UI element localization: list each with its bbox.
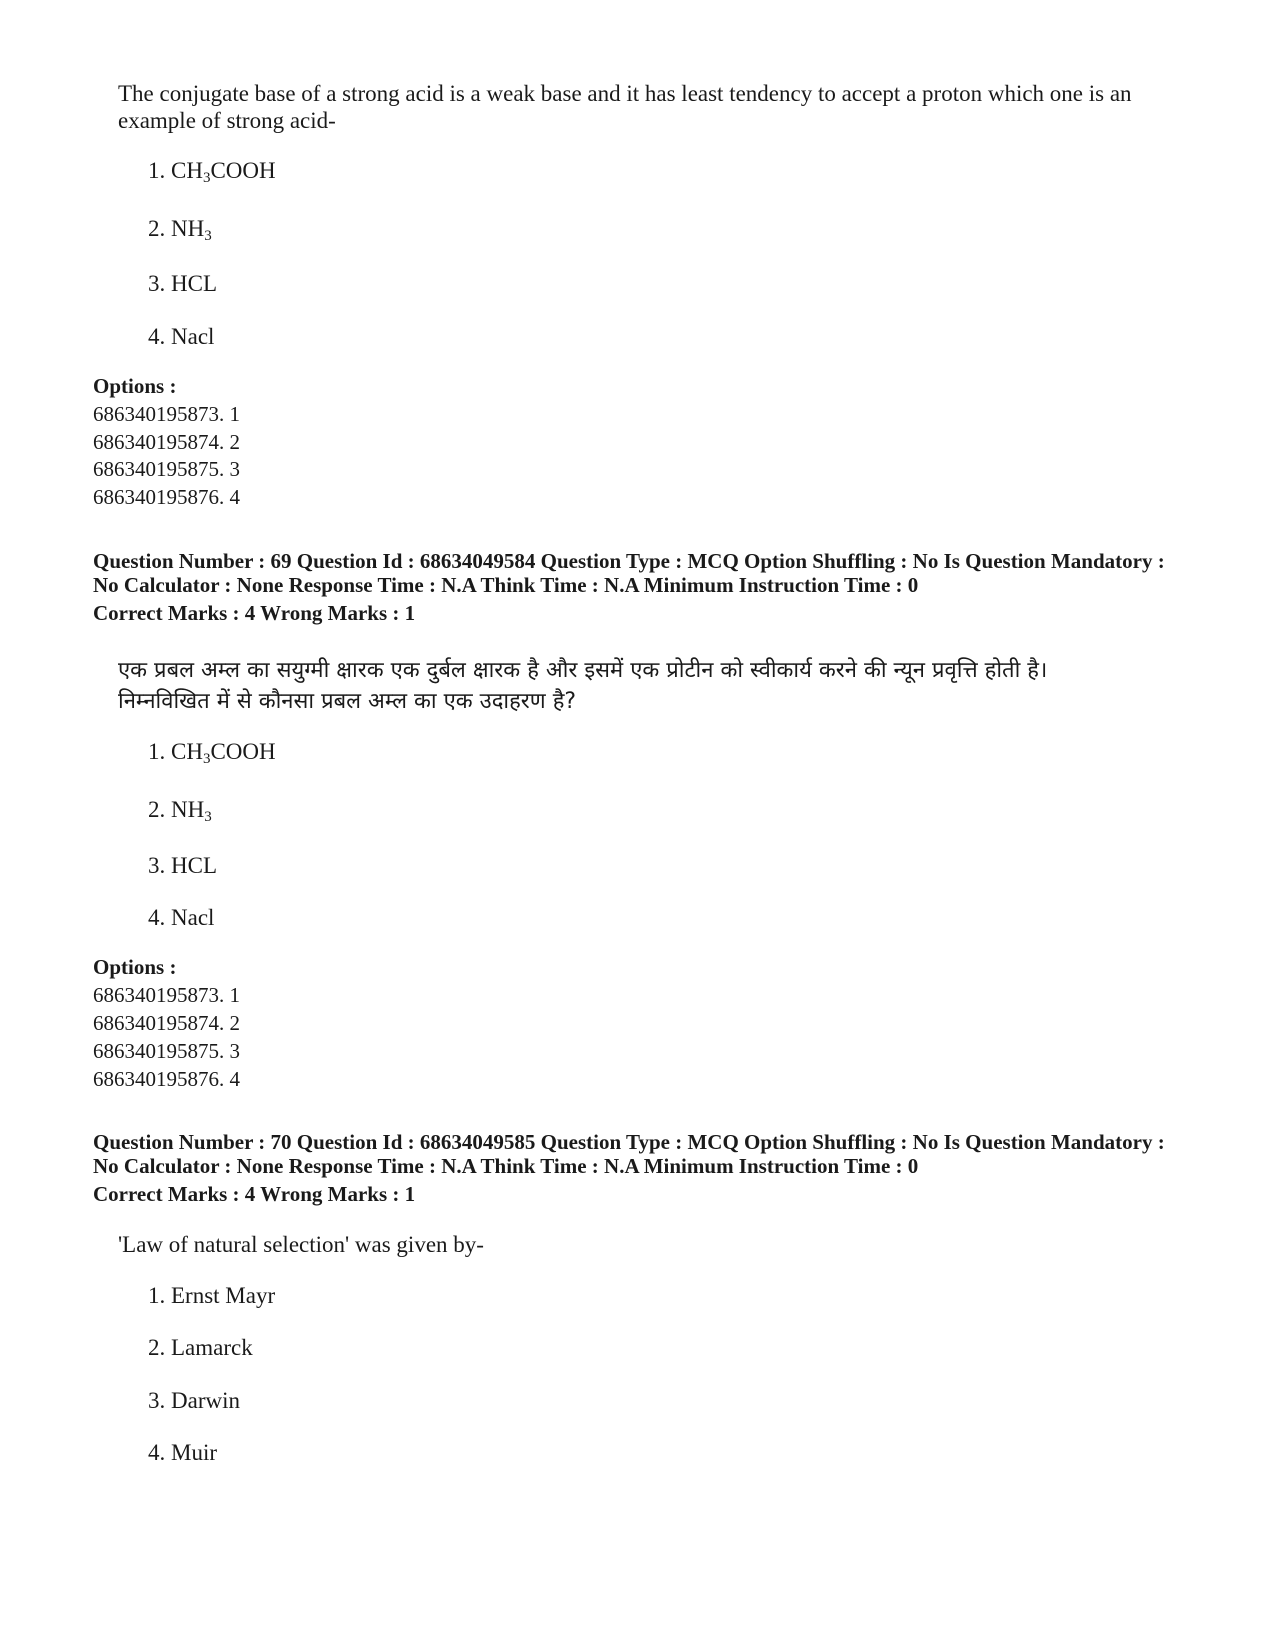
choice-item: 2. $NH_3$ (148, 797, 212, 825)
question-meta-line: Question Number : 69 Question Id : 68634049584 Question Type : MCQ Option Shuffling : No Is Question Mandatory : (93, 549, 1165, 573)
option-id: 686340195874. 2 (93, 1011, 240, 1035)
choice-item: 3. HCL (148, 271, 217, 296)
question-marks: Correct Marks : 4 Wrong Marks : 1 (93, 1182, 416, 1206)
choice-item: 1. Ernst Mayr (148, 1283, 276, 1308)
choice-item: 1. $CH_3COOH$ (148, 739, 276, 767)
options-label: Options : (93, 955, 177, 979)
choice-item: 3. Darwin (148, 1388, 240, 1413)
question-text-line: निम्नविखित में से कौनसा प्रबल अम्ल का एक उदाहरण है? (118, 689, 577, 714)
option-id: 686340195876. 4 (93, 1067, 240, 1091)
choice-item: 2. $NH_3$ (148, 216, 212, 244)
choice-item: 4. Nacl (148, 324, 215, 349)
question-text-line: The conjugate base of a strong acid is a weak base and it has least tendency to accept a proton which one is an (118, 81, 1132, 106)
choice-item: 4. Muir (148, 1440, 217, 1465)
choice-item: 4. Nacl (148, 905, 215, 930)
option-id: 686340195875. 3 (93, 1039, 240, 1063)
choice-item: 3. HCL (148, 853, 217, 878)
question-meta-line: Question Number : 70 Question Id : 68634049585 Question Type : MCQ Option Shuffling : No Is Question Mandatory : (93, 1130, 1165, 1154)
option-id: 686340195875. 3 (93, 457, 240, 481)
question-meta-line: No Calculator : None Response Time : N.A Think Time : N.A Minimum Instruction Time : 0 (93, 573, 919, 597)
option-id: 686340195874. 2 (93, 430, 240, 454)
question-text-line: example of strong acid- (118, 108, 336, 133)
question-text-line: एक प्रबल अम्ल का सयुग्मी क्षारक एक दुर्बल क्षारक है और इसमें एक प्रोटीन को स्वीकार्य करने की न्यून प्रवृत्ति होती है। (118, 658, 1048, 683)
choice-item: 2. Lamarck (148, 1335, 253, 1360)
question-marks: Correct Marks : 4 Wrong Marks : 1 (93, 601, 416, 625)
question-text-line: 'Law of natural selection' was given by- (118, 1232, 484, 1257)
options-label: Options : (93, 374, 177, 398)
choice-item: 1. $CH_3COOH$ (148, 158, 276, 186)
option-id: 686340195876. 4 (93, 485, 240, 509)
option-id: 686340195873. 1 (93, 983, 240, 1007)
option-id: 686340195873. 1 (93, 402, 240, 426)
question-meta-line: No Calculator : None Response Time : N.A Think Time : N.A Minimum Instruction Time : 0 (93, 1154, 919, 1178)
